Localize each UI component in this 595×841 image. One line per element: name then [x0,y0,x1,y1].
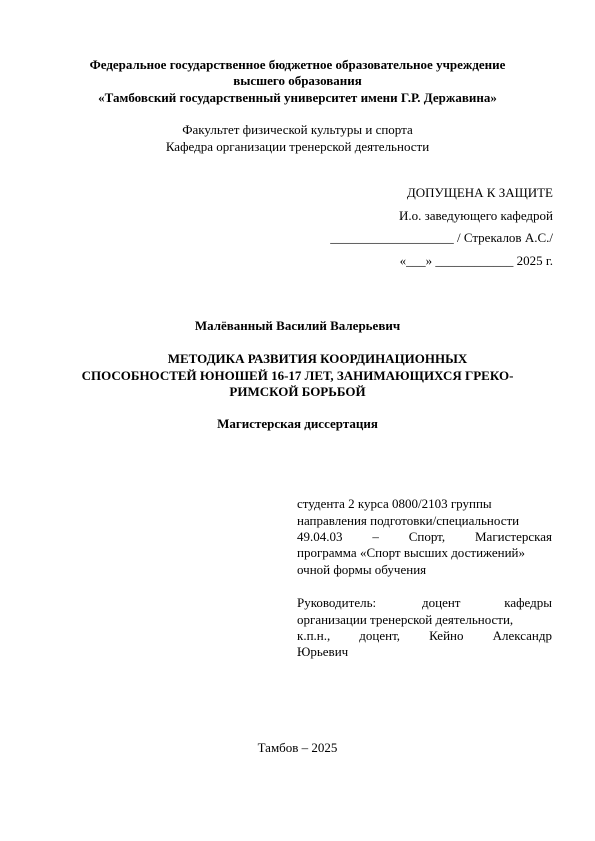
department-name: Кафедра организации тренерской деятельности [165,139,430,154]
approval-title: ДОПУЩЕНА К ЗАЩИТЕ [406,185,553,200]
thesis-title-line-1: МЕТОДИКА РАЗВИТИЯ КООРДИНАЦИОННЫХ [167,351,468,366]
institution-line-1: Федеральное государственное бюджетное образовательное учреждение [89,57,506,72]
approval-date: «___» ____________ 2025 г. [399,253,553,268]
thesis-type: Магистерская диссертация [217,416,378,431]
thesis-title-line-2: СПОСОБНОСТЕЙ ЮНОШЕЙ 16-17 ЛЕТ, ЗАНИМАЮЩИХСЯ ГРЕКО- [81,368,514,383]
dash: – [372,529,379,544]
supervisor-department: кафедры [504,595,552,610]
city-year: Тамбов – 2025 [257,740,338,755]
university-name: «Тамбовский государственный университет имени Г.Р. Державина» [98,90,497,105]
approval-role: И.о. заведующего кафедрой [398,208,553,223]
supervisor-title: доцент, [359,628,401,643]
student-info-line-3 [297,529,552,545]
supervisor-firstname: Александр [492,628,552,643]
specialty-name: Спорт, [408,529,446,544]
student-info-line-5: очной формы обучения [297,562,427,577]
thesis-title-line-3: РИМСКОЙ БОРЬБОЙ [229,384,366,399]
approval-signature: ___________________ / Стрекалов А.С./ [330,230,553,245]
supervisor-position: доцент [422,595,461,610]
supervisor-surname: Кейно [429,628,464,643]
student-info-line-1: студента 2 курса 0800/2103 группы [297,496,492,511]
specialty-code: 49.04.03 [297,529,343,544]
faculty-name: Факультет физической культуры и спорта [182,122,413,137]
supervisor-line-1 [297,595,552,611]
supervisor-line-4: Юрьевич [297,644,349,659]
program-type: Магистерская [475,529,552,544]
supervisor-line-2: организации тренерской деятельности, [297,612,514,627]
institution-line-2: высшего образования [233,73,362,88]
supervisor-degree: к.п.н., [297,628,331,643]
supervisor-line-3 [297,628,552,644]
student-info-line-4: программа «Спорт высших достижений» [297,545,525,560]
supervisor-label: Руководитель: [297,595,377,610]
student-info-line-2: направления подготовки/специальности [297,513,520,528]
author-name: Малёванный Василий Валерьевич [194,318,401,333]
